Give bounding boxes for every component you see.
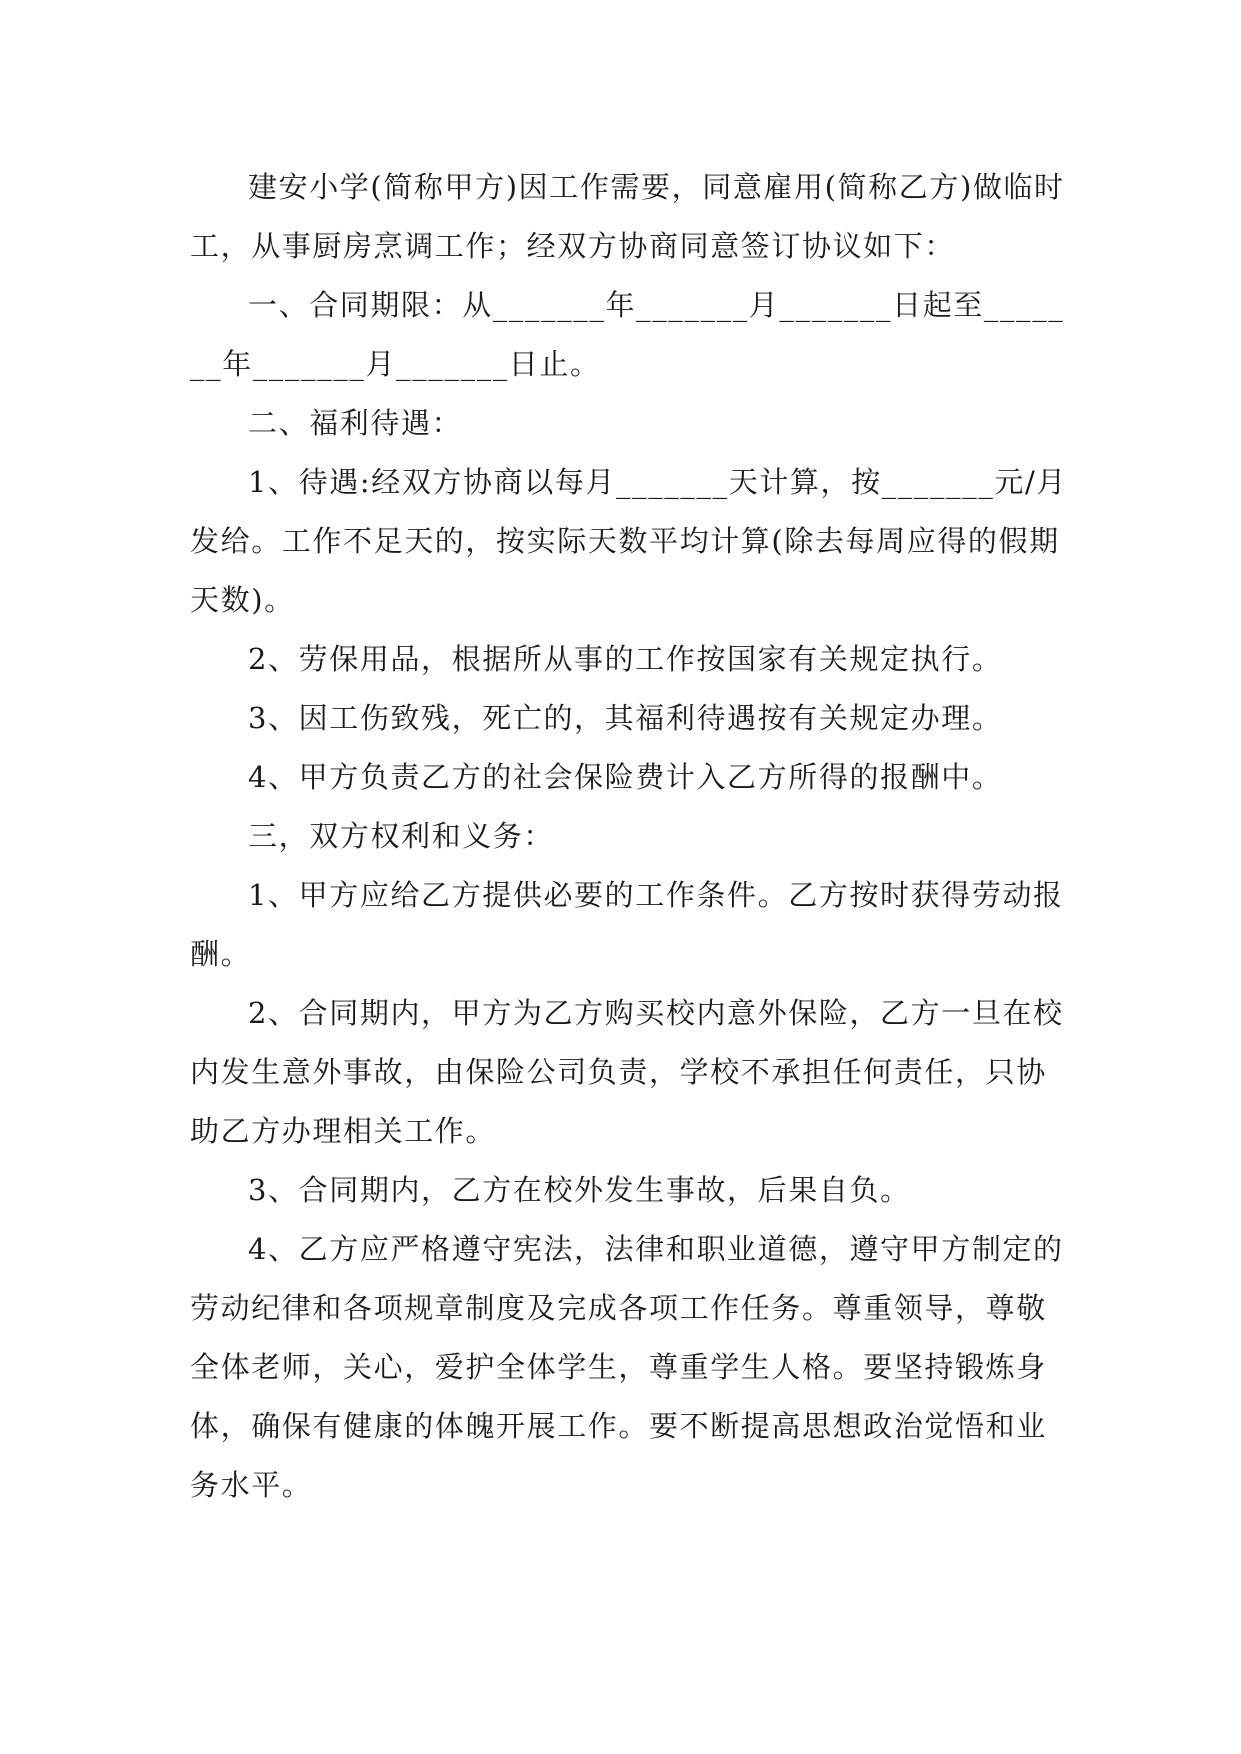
paragraph-rights-4: 4、乙方应严格遵守宪法，法律和职业道德，遵守甲方制定的劳动纪律和各项规章制度及完成各项工作任务。尊重领导，尊敬全体老师，关心，爱护全体学生，尊重学生人格。要坚持锻炼身体，确保有健康的体魄开展工作。要不断提高思想政治觉悟和业务水平。 bbox=[190, 1232, 1064, 1502]
paragraph-contract-term: 一、合同期限：从_______年_______月_______日起至_______年_______月_______日止。 bbox=[190, 288, 1065, 381]
paragraph-benefit-2: 2、劳保用品，根据所从事的工作按国家有关规定执行。 bbox=[248, 642, 1003, 676]
paragraph-intro: 建安小学(简称甲方)因工作需要，同意雇用(简称乙方)做临时工，从事厨房烹调工作；经双方协商同意签订协议如下： bbox=[190, 170, 1065, 263]
document-body bbox=[190, 158, 1070, 1515]
paragraph-rights-2: 2、合同期内，甲方为乙方购买校内意外保险，乙方一旦在校内发生意外事故，由保险公司负责，学校不承担任何责任，只协助乙方办理相关工作。 bbox=[190, 996, 1064, 1148]
paragraph-benefit-4: 4、甲方负责乙方的社会保险费计入乙方所得的报酬中。 bbox=[248, 760, 1003, 794]
paragraph-benefit-1: 1、待遇:经双方协商以每月_______天计算，按_______元/月发给。工作不足天的，按实际天数平均计算(除去每周应得的假期天数)。 bbox=[190, 465, 1067, 617]
heading-benefits: 二、福利待遇： bbox=[248, 406, 463, 440]
paragraph-rights-3: 3、合同期内，乙方在校外发生事故，后果自负。 bbox=[248, 1173, 911, 1207]
paragraph-rights-1: 1、甲方应给乙方提供必要的工作条件。乙方按时获得劳动报酬。 bbox=[190, 878, 1064, 971]
paragraph-benefit-3: 3、因工伤致残，死亡的，其福利待遇按有关规定办理。 bbox=[248, 701, 1003, 735]
heading-rights-obligations: 三，双方权利和义务： bbox=[248, 819, 555, 853]
